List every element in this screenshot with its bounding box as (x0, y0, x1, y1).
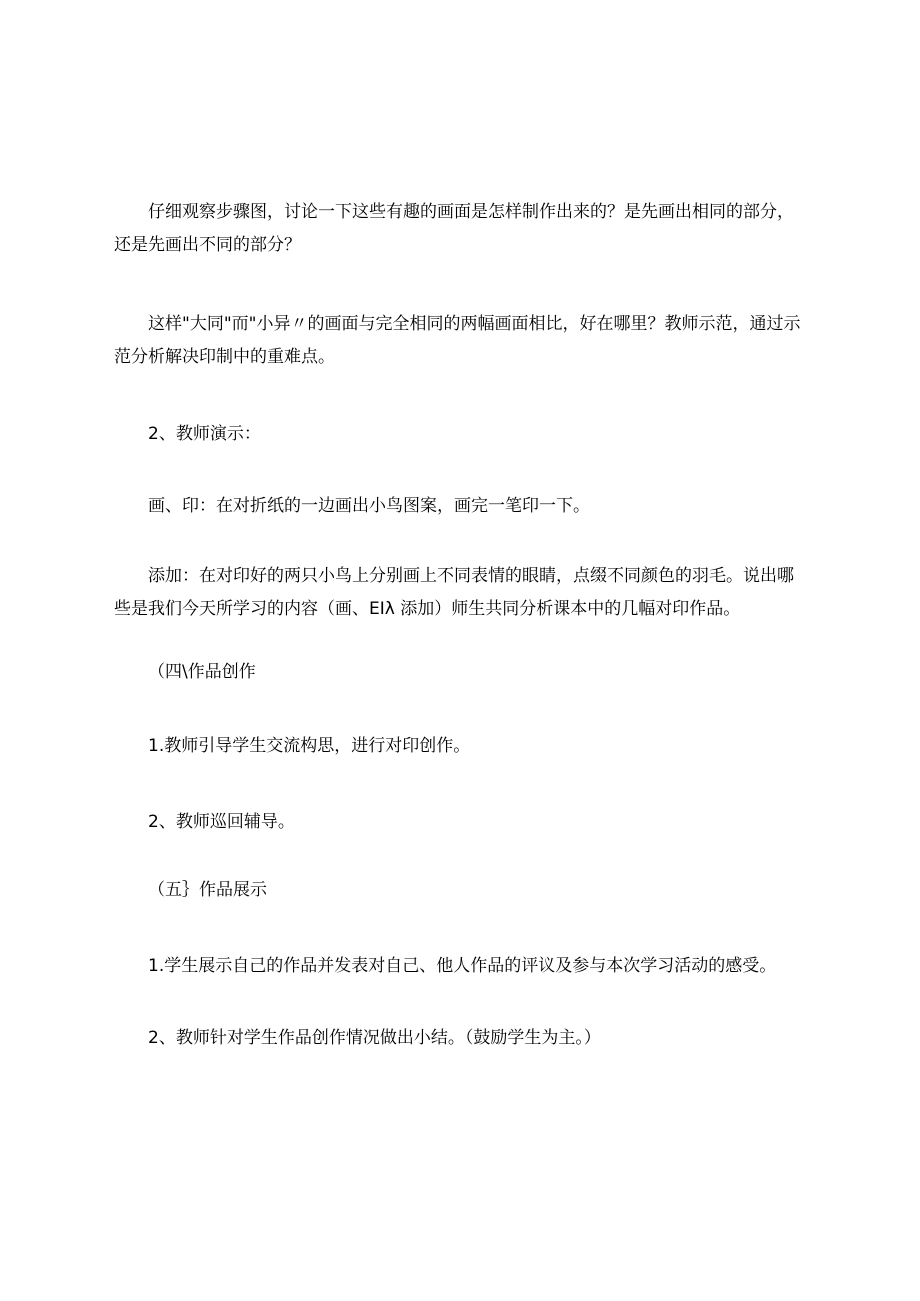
paragraph-teacher-demo-heading (114, 418, 804, 451)
paragraph-draw-print (114, 490, 804, 523)
paragraph-line: （五｝作品展示 (148, 880, 267, 900)
paragraph-teacher-summary (114, 1022, 804, 1055)
paragraph-compare-pictures (114, 308, 804, 374)
paragraph-line: 仔细观察步骤图，讨论一下这些有趣的画面是怎样制作出来的？是先画出相同的部分， (148, 202, 794, 222)
paragraph-line: 2、教师针对学生作品创作情况做出小结。（鼓励学生为主。） (148, 1028, 601, 1048)
paragraph-students-show (114, 950, 804, 983)
paragraph-line: 添加：在对印好的两只小鸟上分别画上不同表情的眼睛，点缀不同颜色的羽毛。说出哪 (148, 566, 794, 586)
paragraph-guide-students (114, 730, 804, 763)
paragraph-line: 2、教师演示： (148, 424, 261, 444)
paragraph-line: 2、教师巡回辅导。 (148, 812, 295, 832)
paragraph-line: 范分析解决印制中的重难点。 (114, 347, 335, 367)
paragraph-line: 1.学生展示自己的作品并发表对自己、他人作品的评议及参与本次学习活动的感受。 (148, 956, 777, 976)
section-heading-creation (114, 656, 804, 689)
section-heading-display (114, 874, 804, 907)
paragraph-line: 还是先画出不同的部分？ (114, 235, 301, 255)
paragraph-tour-guidance (114, 806, 804, 839)
paragraph-line: 1.教师引导学生交流构思，进行对印创作。 (148, 736, 471, 756)
paragraph-line: 画、印：在对折纸的一边画出小鸟图案，画完一笔印一下。 (148, 496, 590, 516)
paragraph-line: 些是我们今天所学习的内容（画、EIλ 添加）师生共同分析课本中的几幅对印作品。 (114, 599, 741, 619)
paragraph-observe-steps (114, 196, 804, 262)
paragraph-line: 这样"大同"而"小异〃的画面与完全相同的两幅画面相比，好在哪里？教师示范，通过示 (148, 314, 801, 334)
paragraph-add-details (114, 560, 804, 626)
paragraph-line: （四\作品创作 (148, 662, 256, 682)
